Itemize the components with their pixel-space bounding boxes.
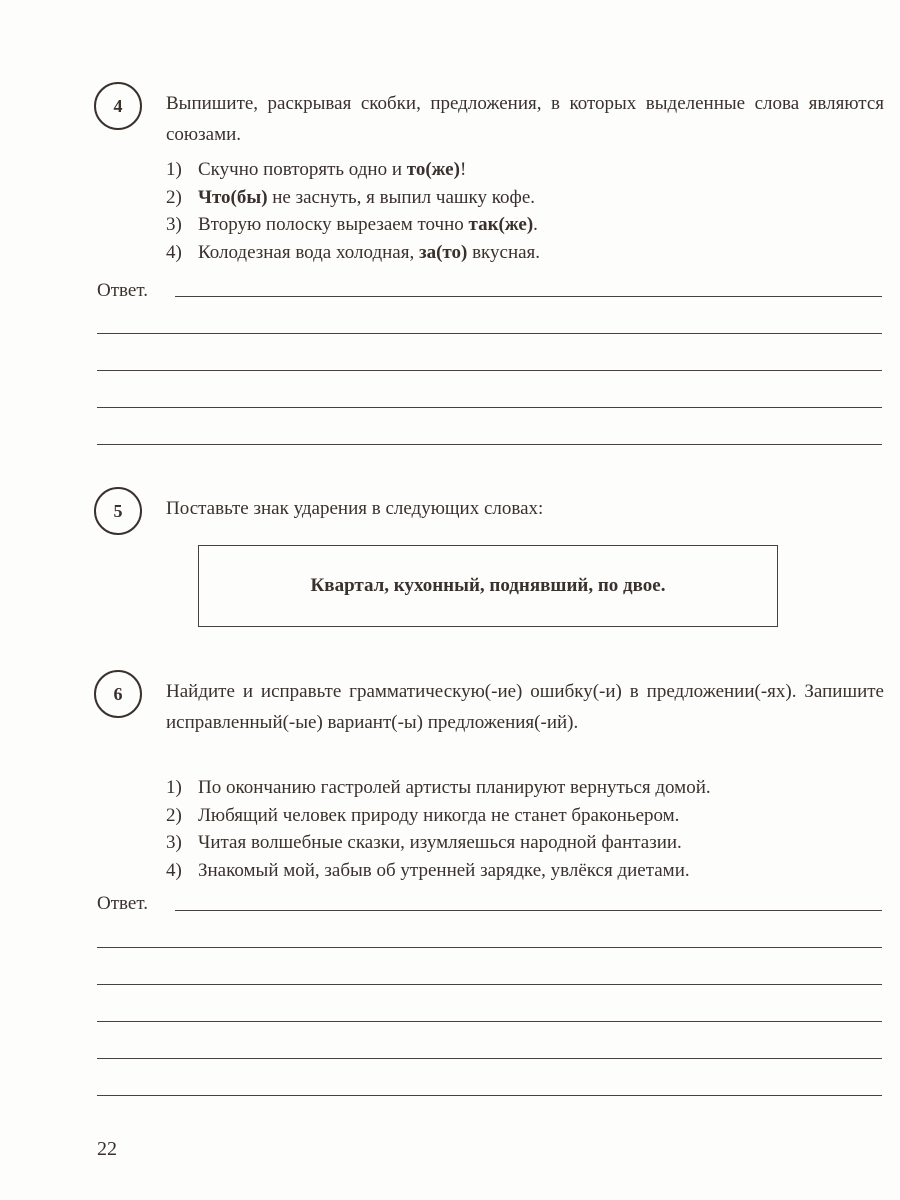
highlighted-word: так(же)	[468, 214, 534, 235]
answer-line[interactable]	[97, 1058, 882, 1059]
option-text: вкусная.	[467, 241, 541, 263]
option-item	[166, 211, 884, 239]
words-box-text: Квартал, кухонный, поднявший, по двое.	[310, 575, 666, 596]
answer-line[interactable]	[97, 1095, 882, 1096]
answer-area-6[interactable]	[97, 893, 882, 1103]
task-number-badge: 5	[94, 487, 142, 535]
answer-line[interactable]	[175, 910, 882, 911]
task-5	[94, 487, 884, 537]
answer-line[interactable]	[175, 296, 882, 297]
task-number-badge: 4	[94, 82, 142, 130]
options-list	[166, 156, 884, 266]
option-text: Читая волшебные сказки, изумляешься народной фантазии.	[198, 832, 682, 853]
option-number: 4)	[166, 859, 182, 881]
option-number: 1)	[166, 159, 182, 180]
highlighted-word: то(же)	[406, 159, 460, 180]
task-4	[94, 82, 884, 262]
option-number: 1)	[166, 777, 182, 798]
option-text: !	[459, 159, 467, 180]
option-text: Вторую полоску вырезаем точно	[198, 214, 469, 235]
option-text: .	[533, 214, 538, 235]
option-item	[166, 156, 884, 184]
option-text: По окончанию гастролей артисты планируют вернуться домой.	[198, 777, 711, 798]
task-instruction: Поставьте знак ударения в следующих словах:	[166, 498, 544, 519]
option-text: Любящий человек природу никогда не станет браконьером.	[198, 804, 680, 826]
option-item	[166, 239, 884, 267]
option-item	[166, 857, 884, 885]
option-number: 3)	[166, 832, 182, 853]
answer-line[interactable]	[97, 333, 882, 334]
option-item	[166, 184, 884, 212]
highlighted-word: Что(бы)	[198, 186, 268, 208]
option-item	[166, 829, 884, 857]
answer-line[interactable]	[97, 407, 882, 408]
task-instruction: Найдите и исправьте грамматическую(-ие) ошибку(-и) в предложении(-ях). Запишите исправленный(-ые) вариант(-ы) предложения(-ий).	[166, 681, 884, 733]
task-number-badge: 6	[94, 670, 142, 718]
highlighted-word: за(то)	[418, 241, 468, 263]
option-text: Знакомый мой, забыв об утренней зарядке, увлёкся диетами.	[198, 859, 690, 881]
option-number: 4)	[166, 241, 182, 263]
page-number: 22	[97, 1138, 117, 1160]
answer-line[interactable]	[97, 947, 882, 948]
answer-area-4[interactable]	[97, 280, 882, 450]
options-list	[166, 774, 884, 884]
option-item	[166, 774, 884, 802]
task-6	[94, 670, 884, 885]
answer-line[interactable]	[97, 370, 882, 371]
option-text: Колодезная вода холодная,	[198, 241, 419, 263]
option-number: 3)	[166, 214, 182, 235]
option-text: не заснуть, я выпил чашку кофе.	[267, 186, 536, 208]
words-box	[198, 545, 778, 627]
option-number: 2)	[166, 804, 182, 826]
task-instruction: Выпишите, раскрывая скобки, предложения, в которых выделенные слова являются союзами.	[166, 93, 884, 145]
answer-line[interactable]	[97, 444, 882, 445]
answer-label: Ответ.	[97, 893, 148, 914]
option-text: Скучно повторять одно и	[198, 159, 407, 180]
answer-line[interactable]	[97, 984, 882, 985]
option-number: 2)	[166, 186, 182, 208]
option-item	[166, 802, 884, 830]
answer-line[interactable]	[97, 1021, 882, 1022]
answer-label: Ответ.	[97, 280, 148, 301]
